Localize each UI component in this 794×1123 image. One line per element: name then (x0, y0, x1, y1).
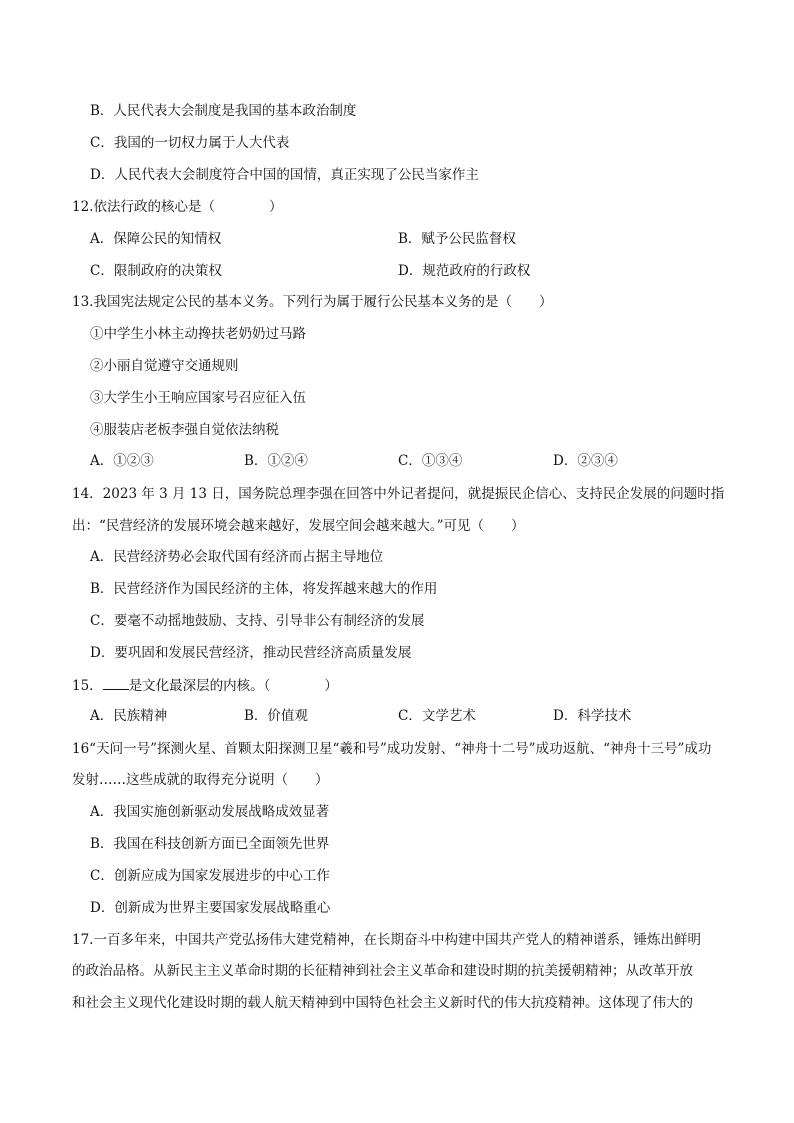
q16-option-c: C．创新应成为国家发展进步的中心工作 (90, 868, 330, 884)
q13-option-c: C．①③④ (398, 453, 463, 469)
q17-stem-line2: 的政治品格。从新民主主义革命时期的长征精神到社会主义革命和建设时期的抗美援朝精神；从改革开放 (72, 963, 693, 979)
q14-option-c: C．要毫不动摇地鼓励、支持、引导非公有制经济的发展 (90, 613, 425, 629)
q16-stem-line1: 16“天问一号”探测火星、首颗太阳探测卫星“羲和号”成功发射、“神舟十二号”成功返航、“神舟十三号”成功 (72, 741, 712, 757)
q11-option-d: D．人民代表大会制度符合中国的国情，真正实现了公民当家作主 (90, 167, 479, 183)
q16-stem-line2: 发射……这些成就的取得充分说明（ ） (72, 772, 329, 788)
q17-stem-line3: 和社会主义现代化建设时期的载人航天精神到中国特色社会主义新时代的伟大抗疫精神。这体现了伟大的 (72, 995, 693, 1011)
q14-stem-line2: 出：“民营经济的发展环境会越来越好，发展空间会越来越大。”可见（ ） (72, 518, 525, 534)
q13-option-b: B．①②④ (244, 453, 308, 469)
q15-stem (72, 675, 338, 696)
q13-item-4: ④服装店老板李强自觉依法纳税 (90, 422, 279, 438)
q14-option-a: A．民营经济势必会取代国有经济而占据主导地位 (90, 549, 384, 565)
q16-option-d: D．创新成为世界主要国家发展战略重心 (90, 900, 331, 916)
q13-stem: 13.我国宪法规定公民的基本义务。下列行为属于履行公民基本义务的是（ ） (72, 294, 553, 310)
q15-stem-text: 是文化最深层的内核。（ ） (128, 678, 338, 694)
q13-item-1: ①中学生小林主动搀扶老奶奶过马路 (90, 326, 306, 342)
q15-option-a: A．民族精神 (90, 708, 168, 724)
q13-option-a: A．①②③ (90, 453, 154, 469)
q11-option-b: B．人民代表大会制度是我国的基本政治制度 (90, 103, 357, 119)
q12-option-c: C．限制政府的决策权 (90, 263, 222, 279)
q15-blank (103, 675, 129, 690)
q11-option-c: C．我国的一切权力属于人大代表 (90, 135, 290, 151)
q12-option-b: B．赋予公民监督权 (398, 231, 516, 247)
q12-option-a: A．保障公民的知情权 (90, 231, 222, 247)
q15-option-c: C．文学艺术 (398, 708, 476, 724)
q12-stem: 12.依法行政的核心是（ ） (72, 199, 283, 215)
q14-option-b: B．民营经济作为国民经济的主体，将发挥越来越大的作用 (90, 581, 438, 597)
q13-option-d: D．②③④ (553, 453, 618, 469)
q16-option-b: B．我国在科技创新方面已全面领先世界 (90, 836, 330, 852)
q12-option-d: D．规范政府的行政权 (398, 263, 531, 279)
q16-option-a: A．我国实施创新驱动发展战略成效显著 (90, 804, 330, 820)
q15-number: 15． (72, 678, 103, 694)
q15-option-b: B．价值观 (244, 708, 308, 724)
q15-option-d: D．科学技术 (553, 708, 632, 724)
q14-stem-line1: 14．2023 年 3 月 13 日，国务院总理李强在回答中外记者提问，就提振民企信心、支持民企发展的问题时指 (72, 486, 725, 502)
q13-item-3: ③大学生小王响应国家号召应征入伍 (90, 390, 306, 406)
q13-item-2: ②小丽自觉遵守交通规则 (90, 358, 239, 374)
q17-stem-line1: 17.一百多年来，中国共产党弘扬伟大建党精神，在长期奋斗中构建中国共产党人的精神谱系，锤炼出鲜明 (72, 932, 701, 948)
q14-option-d: D．要巩固和发展民营经济，推动民营经济高质量发展 (90, 645, 412, 661)
